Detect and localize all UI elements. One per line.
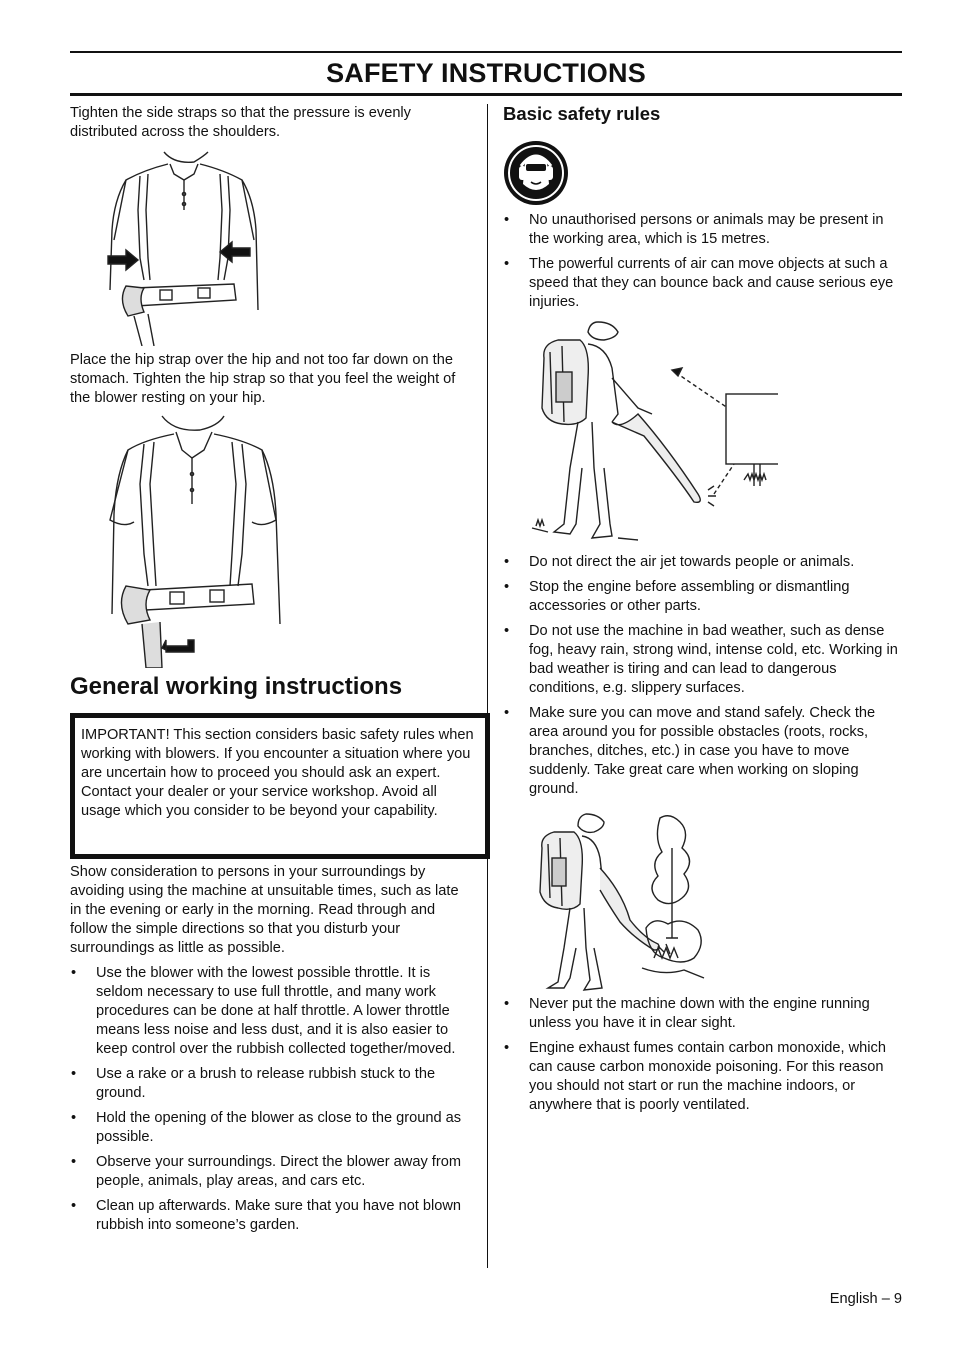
list-item: • Do not use the machine in bad weather, such as dense fog, heavy rain, strong wind, intense cold, etc. Working in bad weather is tiring and can lead to dangerous conditions, e.g. slippery surfaces.: [504, 623, 898, 696]
basic-safety-rules-heading: Basic safety rules: [503, 103, 661, 124]
list-item: • Make sure you can move and stand safely. Check the area around you for possible obstacles (roots, rocks, branches, ditches, etc.) in case you have to move suddenly. Take great care when working on sloping ground.: [504, 705, 876, 797]
header-rule-top: [70, 51, 902, 53]
side-straps-illustration: [104, 150, 264, 346]
hip-strap-illustration: [104, 414, 296, 668]
list-item: • The powerful currents of air can move objects at such a speed that they can bounce back and cause serious eye injuries.: [504, 256, 894, 310]
list-item: • Observe your surroundings. Direct the blower away from people, animals, play areas, and cars etc.: [71, 1154, 461, 1189]
consideration-paragraph: Show consideration to persons in your surroundings by avoiding using the machine at unsuitable times, such as late in the evening or early in the morning. Read through and follow the simple directions so that you disturb your surroundings as little as possible.: [70, 864, 459, 956]
page-number: English – 9: [829, 1291, 902, 1307]
hip-strap-instruction: Place the hip strap over the hip and not too far down on the stomach. Tighten the hip strap so that you feel the weight of the blower resting on your hip.: [70, 352, 456, 406]
safety-bullets-c: [503, 995, 903, 1121]
general-working-instructions-heading: General working instructions: [70, 673, 403, 700]
list-item: • Engine exhaust fumes contain carbon monoxide, which can cause carbon monoxide poisoning. For this reason you should not start or run the machine indoors, or anywhere that is poorly ventilated.: [504, 1040, 886, 1113]
column-divider: [487, 104, 488, 1268]
safety-bullets-a: [503, 211, 903, 318]
general-bullet-list: [70, 964, 470, 1241]
list-item: • No unauthorised persons or animals may be present in the working area, which is 15 metres.: [504, 212, 884, 247]
important-notice-box: [70, 713, 490, 859]
list-item: • Hold the opening of the blower as close to the ground as possible.: [71, 1110, 462, 1145]
blower-near-obstacles-illustration: [534, 808, 714, 992]
header-rule-bottom: [70, 93, 902, 96]
list-item: • Never put the machine down with the engine running unless you have it in clear sight.: [504, 996, 870, 1031]
list-item: • Stop the engine before assembling or dismantling accessories or other parts.: [504, 579, 850, 614]
list-item: • Clean up afterwards. Make sure that you have not blown rubbish into someone’s garden.: [71, 1198, 462, 1233]
list-item: • Use a rake or a brush to release rubbish stuck to the ground.: [71, 1066, 436, 1101]
list-item: • Use the blower with the lowest possible throttle. It is seldom necessary to use full throttle, and many work procedures can be done at half throttle. A lower throttle means less noise and less dust, and it is also easier to keep control over the rubbish collected together/moved.: [71, 965, 456, 1057]
ear-eye-protection-icon: [503, 140, 569, 206]
important-notice-text: IMPORTANT! This section considers basic safety rules when working with blowers. If you encounter a situation where you are uncertain how to proceed you should ask an expert. Contact your dealer or your service workshop. Avoid all usage which you consider to be beyond your capability.: [81, 727, 474, 819]
page-title: SAFETY INSTRUCTIONS: [326, 58, 646, 88]
strap-instruction: Tighten the side straps so that the pressure is evenly distributed across the shoulders.: [70, 105, 411, 140]
list-item: • Do not direct the air jet towards people or animals.: [504, 554, 855, 570]
blower-bounce-illustration: [528, 318, 778, 548]
safety-bullets-b: [503, 553, 903, 805]
